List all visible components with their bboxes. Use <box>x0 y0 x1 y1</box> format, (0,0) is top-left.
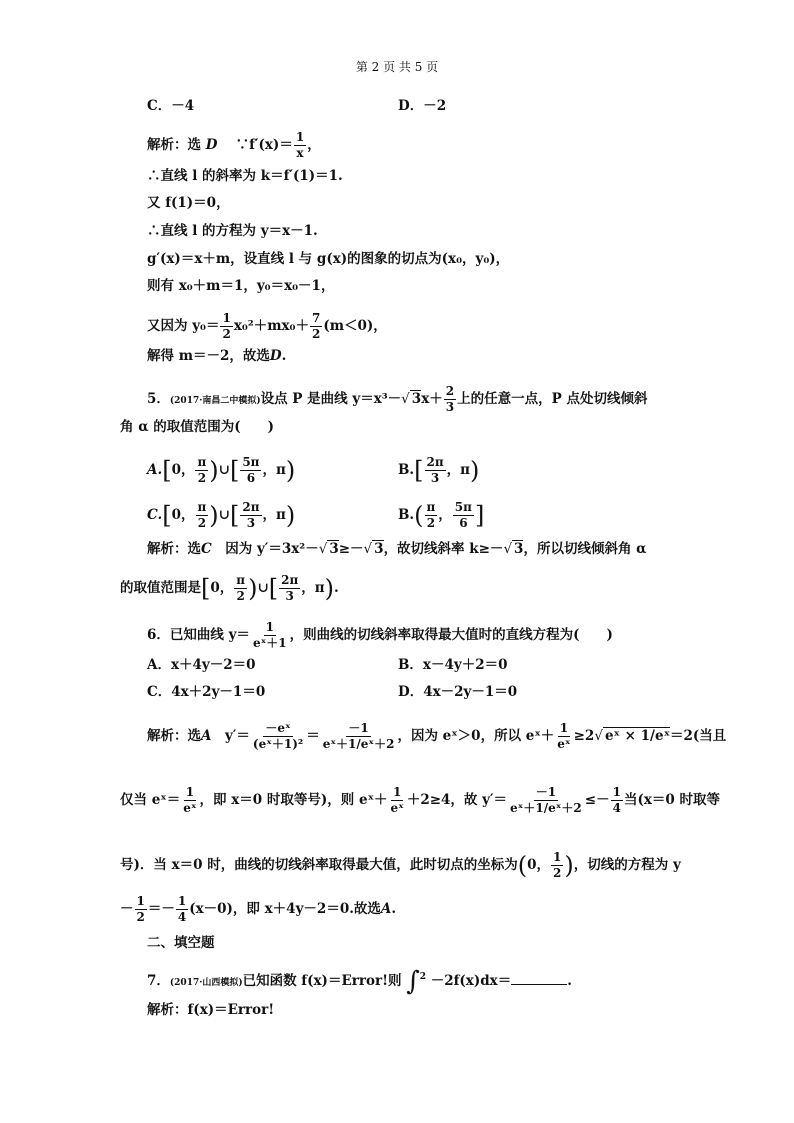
q4-option-d: D．－2 <box>398 98 447 114</box>
integral-symbol: ∫ <box>406 966 420 997</box>
q6-solution-line4: － $\frac{1}{2}$ ＝－ $\frac{1}{4}$ (x－0)，即 x＋4y－2＝0.故选A. <box>120 894 397 924</box>
q4-solution-line2: ∴直线 l 的斜率为 k＝f′(1)＝1. <box>147 168 343 184</box>
q4-solution-line3: 又 f(1)＝0， <box>147 195 230 211</box>
q6-option-b: B．x－4y＋2＝0 <box>398 657 508 673</box>
q5-option-c: C.[0， $\frac{\pi}{2}$ )∪[ $\frac{2\pi}{3}$ ，π) <box>147 500 296 530</box>
q4-solution-line5: g′(x)＝x＋m，设直线 l 与 g(x)的图象的切点为(x₀，y₀)， <box>147 251 510 267</box>
q6-stem: 6．已知曲线 y＝ $\frac{1}{\text{eˣ＋1}}$ ，则曲线的切线斜率取得最大值时的直线方程为( ) <box>147 620 613 650</box>
q7-stem: 7．(2017·山西模拟)已知函数 f(x)＝Error!则 ∫$^2$ －2f(x)dx＝ . <box>147 966 572 997</box>
q5-options-row1 <box>0 456 794 485</box>
q5-solution-line1: 解析：选C 因为 y′＝3x²－√ 3≥－√ 3，故切线斜率 k≥－√ 3，所以切线倾斜角 α <box>147 541 647 557</box>
q5-source: (2017·南昌二中模拟) <box>169 396 261 406</box>
q4-option-c: C．－4 <box>147 98 195 114</box>
q6-options-row1 <box>0 656 794 674</box>
q5-solution-line2: 的取值范围是[0， $\frac{\pi}{2}$ )∪[ $\frac{2\pi}{3}$ ，π). <box>120 573 339 603</box>
answer-blank[interactable] <box>511 972 567 985</box>
q4-solution-line8: 解得 m＝－2，故选D. <box>147 348 287 364</box>
q4-solution-line1: 解析：选 D ∵f′(x)＝ $\frac{1}{x}$ ， <box>147 130 321 160</box>
fraction: $\frac{1}{2}$ <box>222 311 231 341</box>
q7-source: (2017·山西模拟) <box>169 978 243 988</box>
fraction: $\frac{1}{x}$ <box>295 130 305 160</box>
q6-option-a: A．x＋4y－2＝0 <box>147 657 256 673</box>
q5-stem-line2: 角 α 的取值范围为( ) <box>120 419 275 435</box>
fraction: $\frac{2}{3}$ <box>445 384 455 414</box>
q6-option-d: D．4x－2y－1＝0 <box>398 684 518 700</box>
q6-solution-line3: 号)．当 x＝0 时，曲线的切线斜率取得最大值，此时切点的坐标为(0， $\frac{1}{2}$ )，切线的方程为 y <box>120 850 681 880</box>
q4-solution-line6: 则有 x₀＋m＝1，y₀＝x₀－1， <box>147 278 335 294</box>
q6-options-row2 <box>0 683 794 701</box>
section-title-fill-in: 二、填空题 <box>147 935 215 951</box>
q6-option-c: C．4x＋2y－1＝0 <box>147 684 266 700</box>
q4-solution-line4: ∴直线 l 的方程为 y＝x－1. <box>147 223 318 239</box>
q7-solution: 解析：f(x)＝Error! <box>147 1002 275 1018</box>
q5-option-a: A.[0， $\frac{\pi}{2}$ )∪[ $\frac{5\pi}{6}$ ，π) <box>147 455 296 485</box>
q6-solution-line1: 解析：选A y′＝ $\frac{\text{－eˣ}}{\text{(eˣ＋1)²}}$ ＝ $\frac{-1}{\text{eˣ＋1/eˣ＋2}}$ ，因为 eˣ＞0，所以 eˣ＋ $\frac{1}{\text{eˣ}}$ ≥2√ eˣ × 1/eˣ＝2(当且 <box>147 721 727 751</box>
q4-options-row <box>0 97 794 115</box>
q5-stem-line1: 5．(2017·南昌二中模拟)设点 P 是曲线 y＝x³－√ 3x＋ $\frac{2}{3}$ 上的任意一点，P 点处切线倾斜 <box>147 384 648 414</box>
q4-solution-line7: 又因为 y₀＝ $\frac{1}{2}$ x₀²＋mx₀＋ $\frac{7}{2}$ (m＜0)， <box>147 311 387 341</box>
fraction: $\frac{7}{2}$ <box>311 311 321 341</box>
q5-option-b: B.[ $\frac{2\pi}{3}$ ，π) <box>398 455 480 485</box>
q5-options-row2 <box>0 501 794 530</box>
page-indicator: 第 2 页 共 5 页 <box>355 60 439 74</box>
q6-solution-line2: 仅当 eˣ＝ $\frac{1}{\text{eˣ}}$ ，即 x＝0 时取等号)，则 eˣ＋ $\frac{1}{\text{eˣ}}$ ＋2≥4，故 y′＝ $\frac{-1}{\text{eˣ＋1/eˣ＋2}}$ ≤－ $\frac{1}{4}$ 当(x＝0 时取等 <box>120 785 720 815</box>
q5-option-d: B.( $\frac{\pi}{2}$ ， $\frac{5\pi}{6}$ ] <box>398 500 485 530</box>
